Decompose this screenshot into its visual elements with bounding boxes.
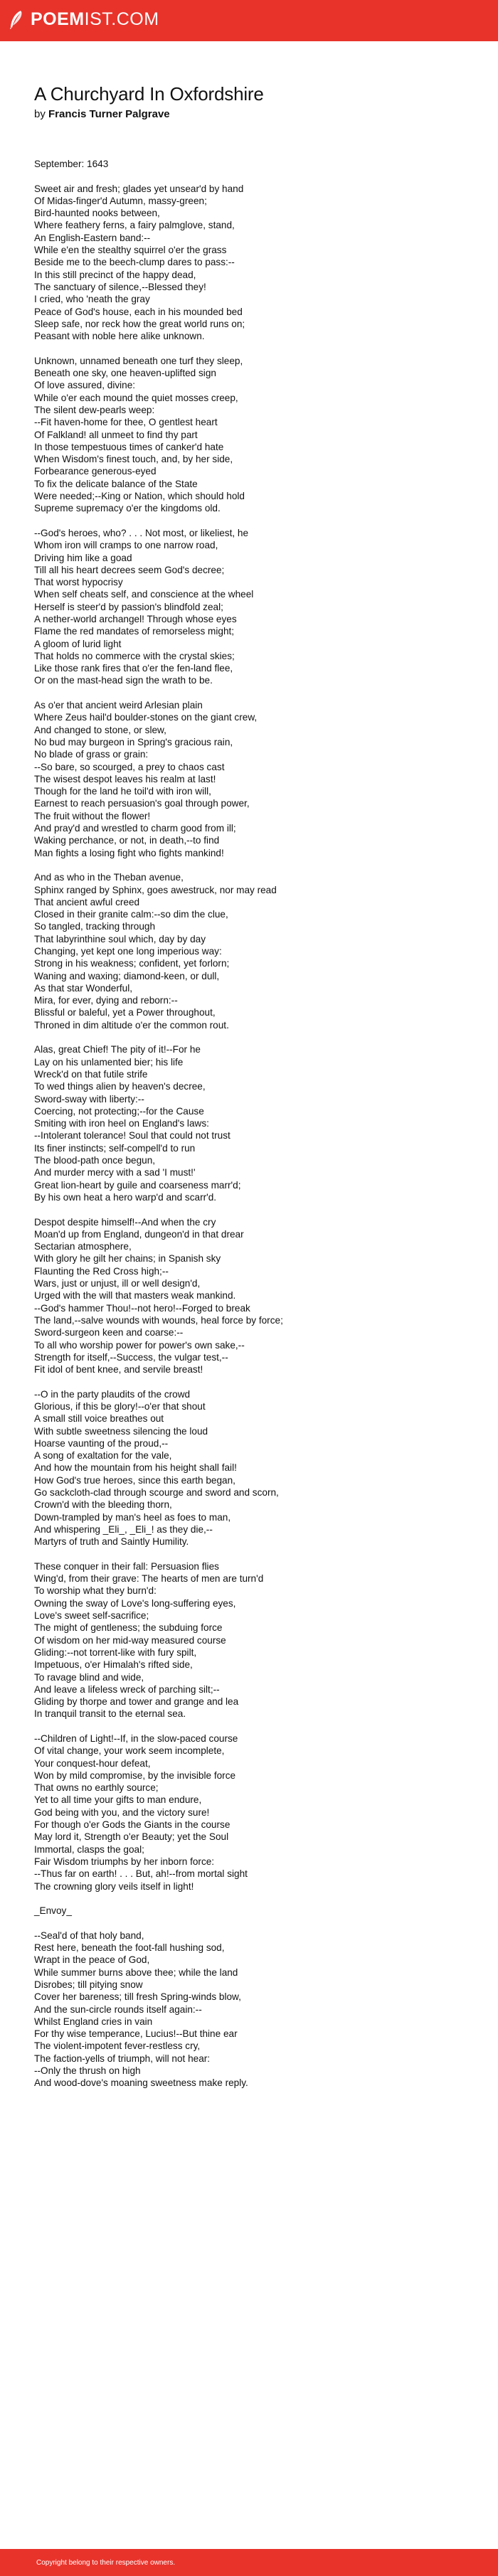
poem-line: Wars, just or unjust, ill or well design'd,	[34, 1278, 201, 1289]
stanza-break	[34, 1031, 475, 1043]
poem-line: Flame the red mandates of remorseless might;	[34, 626, 235, 637]
stanza-break	[34, 859, 475, 871]
poem-line: That owns no earthly source;	[34, 1782, 159, 1794]
site-header	[0, 0, 498, 41]
poem-line: --Seal'd of that holy band,	[34, 1930, 144, 1941]
poem-line: Fit idol of bent knee, and servile breast!	[34, 1364, 203, 1375]
poem-line: While e'en the stealthy squirrel o'er the grass	[34, 245, 227, 256]
poem-line: The faction-yells of triumph, will not hear:	[34, 2053, 211, 2064]
stanza-break	[34, 1548, 475, 1560]
poem-line: May lord it, Strength o'er Beauty; yet the Soul	[34, 1831, 229, 1843]
poem-line: To worship what they burn'd:	[34, 1585, 157, 1597]
poem-line: The violent-impotent fever-restless cry,	[34, 2040, 201, 2052]
copyright-text: Copyright belong to their respective owners.	[36, 2559, 176, 2567]
stanza-break	[34, 170, 475, 182]
site-footer	[0, 2549, 498, 2576]
poem-line: That ancient awful creed	[34, 896, 140, 908]
poem-line: Love's sweet self-sacrifice;	[34, 1610, 149, 1622]
poem-line: Bird-haunted nooks between,	[34, 208, 160, 219]
poem-line: Of Falkland! all unmeet to find thy part	[34, 429, 198, 440]
poem-line: Earnest to reach persuasion's goal through power,	[34, 798, 250, 809]
poem-line: And as who in the Theban avenue,	[34, 872, 184, 883]
poem-line: Where feathery ferns, a fairy palmglove, stand,	[34, 220, 235, 231]
poem-line: In this still precinct of the happy dead,	[34, 269, 196, 280]
poem-line: When self cheats self, and conscience at the wheel	[34, 589, 254, 600]
poem-line: The sanctuary of silence,--Blessed they!	[34, 281, 206, 292]
poem-line: And wood-dove's moaning sweetness make reply.	[34, 2077, 248, 2089]
poem-line: That labyrinthine soul which, day by day	[34, 933, 206, 944]
poem-line: Smiting with iron heel on England's laws:	[34, 1118, 209, 1129]
poem-line: Sleep safe, nor reck how the great world runs on;	[34, 318, 245, 329]
poem-line: Man fights a losing fight who fights mankind!	[34, 847, 224, 858]
poem-line: Gliding by thorpe and tower and grange and lea	[34, 1696, 239, 1708]
poem-line: Coercing, not protecting;--for the Cause	[34, 1105, 204, 1117]
poem-line: Supreme supremacy o'er the kingdoms old.	[34, 503, 221, 514]
poem-byline	[34, 108, 170, 120]
poem-line: The fruit without the flower!	[34, 810, 151, 821]
stanza-break	[34, 1893, 475, 1905]
poem-line: Wreck'd on that futile strife	[34, 1068, 148, 1080]
poem-line: --So bare, so scourged, a prey to chaos cast	[34, 761, 225, 772]
poem-line: Of wisdom on her mid-way measured course	[34, 1634, 226, 1646]
poem-line: --God's hammer Thou!--not hero!--Forged to break	[34, 1302, 250, 1314]
poem-line: That worst hypocrisy	[34, 577, 123, 588]
stanza-break	[34, 1720, 475, 1733]
poem-line: Down-trampled by man's heel as foes to man,	[34, 1511, 231, 1523]
poem-line: I cried, who 'neath the gray	[34, 294, 150, 305]
poem-line: When Wisdom's finest touch, and, by her side,	[34, 454, 233, 465]
poem-line: Crown'd with the bleeding thorn,	[34, 1499, 172, 1511]
poem-line: Where Zeus hail'd boulder-stones on the giant crew,	[34, 712, 258, 723]
poem-line: Wing'd, from their grave: The hearts of men are turn'd	[34, 1573, 264, 1585]
poem-line: And leave a lifeless wreck of parching silt;--	[34, 1683, 220, 1695]
poem-line: --Fit haven-home for thee, O gentlest heart	[34, 417, 218, 428]
author-link[interactable]: Francis Turner Palgrave	[48, 108, 170, 120]
poem-line: And how the mountain from his height shall fail!	[34, 1462, 237, 1474]
poem-line: Sword-surgeon keen and coarse:--	[34, 1327, 184, 1338]
poem-line: Go sackcloth-clad through scourge and sword and scorn,	[34, 1487, 279, 1499]
stanza-break	[34, 687, 475, 699]
poem-line: Owning the sway of Love's long-suffering eyes,	[34, 1597, 236, 1609]
poem-line: Its finer instincts; self-compell'd to run	[34, 1142, 196, 1154]
poem-line: As that star Wonderful,	[34, 982, 133, 994]
poem-line: Of vital change, your work seem incomplete,	[34, 1745, 225, 1757]
poem-line: Unknown, unnamed beneath one turf they sleep,	[34, 355, 243, 366]
poem-line: Throned in dim altitude o'er the common rout.	[34, 1019, 229, 1031]
poem-line: Beneath one sky, one heaven-uplifted sign	[34, 368, 216, 379]
poem-line: While summer burns above thee; while the land	[34, 1966, 238, 1978]
poem-line: Strength for itself,--Success, the vulgar test,--	[34, 1351, 228, 1363]
poem-line: For thy wise temperance, Lucius!--But thine ear	[34, 2028, 238, 2040]
poem-line: Cover her bareness; till fresh Spring-winds blow,	[34, 1991, 241, 2003]
poem-line: Yet to all time your gifts to man endure,	[34, 1794, 202, 1806]
poem-line: These conquer in their fall: Persuasion flies	[34, 1560, 219, 1572]
poem-line: And the sun-circle rounds itself again:--	[34, 2003, 202, 2015]
poem-line: Your conquest-hour defeat,	[34, 1757, 151, 1769]
poem-line: Peace of God's house, each in his mounded bed	[34, 306, 243, 317]
poem-line: Hoarse vaunting of the proud,--	[34, 1437, 169, 1449]
poem-line: A gloom of lurid light	[34, 638, 122, 649]
poem-line: Disrobes; till pitying snow	[34, 1979, 143, 1990]
poem-line: Glorious, if this be glory!--o'er that shout	[34, 1400, 206, 1412]
poem-line: Sword-sway with liberty:--	[34, 1093, 144, 1105]
poem-line: Sectarian atmosphere,	[34, 1241, 132, 1252]
poem-line: The crowning glory veils itself in light!	[34, 1880, 194, 1892]
poem-line: Driving him like a goad	[34, 552, 132, 563]
poem-line: Fair Wisdom triumphs by her inborn force:	[34, 1856, 215, 1867]
poem-line: And whispering _Eli_, _Eli_! as they die,--	[34, 1523, 213, 1535]
poem-line: In those tempestuous times of canker'd hate	[34, 441, 224, 452]
poem-line: Till all his heart decrees seem God's decree;	[34, 564, 225, 575]
logo-text-bold: POEM	[31, 9, 85, 29]
poem-line: Strong in his weakness; confident, yet forlorn;	[34, 958, 230, 969]
stanza-break	[34, 1203, 475, 1215]
poem-line: --Children of Light!--If, in the slow-paced course	[34, 1733, 238, 1744]
poem-line: In tranquil transit to the eternal sea.	[34, 1708, 186, 1720]
poem-line: To all who worship power for power's own sake,--	[34, 1339, 245, 1351]
poem-line: Rest here, beneath the foot-fall hushing sod,	[34, 1942, 225, 1954]
poem-line: Mira, for ever, dying and reborn:--	[34, 995, 178, 1006]
poem-line: Great lion-heart by guile and coarseness marr'd;	[34, 1179, 241, 1191]
poem-line: For though o'er Gods the Giants in the course	[34, 1819, 231, 1831]
poem-line: Flaunting the Red Cross high;--	[34, 1265, 169, 1277]
poem-line: Sphinx ranged by Sphinx, goes awestruck, nor may read	[34, 884, 277, 895]
poem-line: The blood-path once begun,	[34, 1155, 156, 1166]
stanza-break	[34, 1375, 475, 1388]
poem-line: A song of exaltation for the vale,	[34, 1450, 172, 1462]
poem-line: --O in the party plaudits of the crowd	[34, 1388, 191, 1400]
poem-line: That holds no commerce with the crystal skies;	[34, 650, 235, 661]
poem-line: To fix the delicate balance of the State	[34, 478, 198, 489]
poem-line: Alas, great Chief! The pity of it!--For he	[34, 1044, 201, 1055]
poem-line: How God's true heroes, since this earth began,	[34, 1474, 235, 1486]
poem-line: To wed things alien by heaven's decree,	[34, 1081, 206, 1092]
poem-line: Martyrs of truth and Saintly Humility.	[34, 1536, 189, 1548]
poem-line: And changed to stone, or slew,	[34, 724, 166, 735]
poem-line: Impetuous, o'er Himalah's rifted side,	[34, 1659, 193, 1671]
poem-line: An English-Eastern band:--	[34, 232, 151, 243]
poem-body	[34, 158, 475, 2090]
poem-line: Urged with the will that masters weak mankind.	[34, 1290, 236, 1302]
poem-line: God being with you, and the victory sure!	[34, 1806, 210, 1818]
poem-line: Like those rank fires that o'er the fen-land flee,	[34, 663, 233, 674]
poem-line: Were needed;--King or Nation, which should hold	[34, 491, 245, 502]
poem-line: Of love assured, divine:	[34, 380, 136, 391]
poem-line: To ravage blind and wide,	[34, 1671, 144, 1683]
poem-line: A small still voice breathes out	[34, 1413, 164, 1425]
poem-line: Immortal, clasps the goal;	[34, 1843, 144, 1855]
site-logo-link[interactable]	[9, 9, 159, 30]
poem-line: Changing, yet kept one long imperious way:	[34, 946, 222, 957]
poem-line: By his own heat a hero warp'd and scarr'd.	[34, 1191, 217, 1203]
byline-prefix: by	[34, 108, 46, 120]
poem-line: And murder mercy with a sad 'I must!'	[34, 1167, 196, 1178]
poem-line: Won by mild compromise, by the invisible force	[34, 1769, 236, 1781]
poem-line: Despot despite himself!--And when the cry	[34, 1216, 216, 1228]
poem-line: Forbearance generous-eyed	[34, 466, 157, 477]
stanza-break	[34, 342, 475, 354]
poem-line: Whom iron will cramps to one narrow road,	[34, 540, 218, 551]
poem-line: Lay on his unlamented bier; his life	[34, 1056, 184, 1068]
poem-line: Closed in their granite calm:--so dim the clue,	[34, 909, 228, 920]
poem-line: With subtle sweetness silencing the loud	[34, 1425, 208, 1437]
poem-line: No blade of grass or grain:	[34, 749, 149, 760]
poem-line: Gliding:--not torrent-like with fury spilt,	[34, 1646, 197, 1658]
poem-line: Blissful or baleful, yet a Power throughout,	[34, 1007, 216, 1018]
poem-line: And pray'd and wrestled to charm good from ill;	[34, 823, 236, 834]
quill-pen-icon	[9, 10, 24, 30]
poem-line: The might of gentleness; the subduing force	[34, 1622, 223, 1634]
poem-line: Or on the mast-head sign the wrath to be.	[34, 675, 213, 686]
poem-line: The wisest despot leaves his realm at last!	[34, 773, 216, 784]
poem-line: The silent dew-pearls weep:	[34, 404, 155, 415]
poem-line: Herself is steer'd by passion's blindfold zeal;	[34, 601, 223, 612]
poem-line: While o'er each mound the quiet mosses creep,	[34, 392, 238, 403]
poem-line: With glory he gilt her chains; in Spanish sky	[34, 1253, 221, 1265]
poem-line: --Only the thrush on high	[34, 2065, 141, 2077]
poem-line: Moan'd up from England, dungeon'd in that drear	[34, 1228, 244, 1240]
poem-line: _Envoy_	[34, 1905, 72, 1917]
poem-line: --Intolerant tolerance! Soul that could not trust	[34, 1130, 231, 1141]
poem-line: Though for the land he toil'd with iron will,	[34, 786, 211, 797]
poem-title: A Churchyard In Oxfordshire	[34, 83, 264, 105]
poem-line: As o'er that ancient weird Arlesian plain	[34, 700, 203, 711]
poem-line: A nether-world archangel! Through whose eyes	[34, 613, 237, 624]
poem-line: The land,--salve wounds with wounds, heal force by force;	[34, 1314, 283, 1326]
poem-line: Sweet air and fresh; glades yet unsear'd by hand	[34, 183, 244, 194]
poem-line: Whilst England cries in vain	[34, 2016, 153, 2027]
poem-line: Wrapt in the peace of God,	[34, 1954, 150, 1966]
poem-line: Peasant with noble here alike unknown.	[34, 331, 205, 342]
poem-line: Beside me to the beech-clump dares to pass:--	[34, 257, 235, 268]
poem-line: Waking perchance, or not, in death,--to find	[34, 835, 220, 846]
poem-line: Of Midas-finger'd Autumn, massy-green;	[34, 195, 207, 206]
poem-line: --Thus far on earth! . . . But, ah!--from mortal sight	[34, 1868, 248, 1880]
poem-line: So tangled, tracking through	[34, 921, 156, 932]
logo-text-light: IST.COM	[84, 9, 159, 29]
poem-line: No bud may burgeon in Spring's gracious rain,	[34, 736, 233, 747]
stanza-break	[34, 515, 475, 527]
poem-line: September: 1643	[34, 159, 109, 169]
stanza-break	[34, 1917, 475, 1929]
poem-line: --God's heroes, who? . . . Not most, or likeliest, he	[34, 527, 249, 538]
poem-line: Waning and waxing; diamond-keen, or dull,	[34, 970, 220, 981]
